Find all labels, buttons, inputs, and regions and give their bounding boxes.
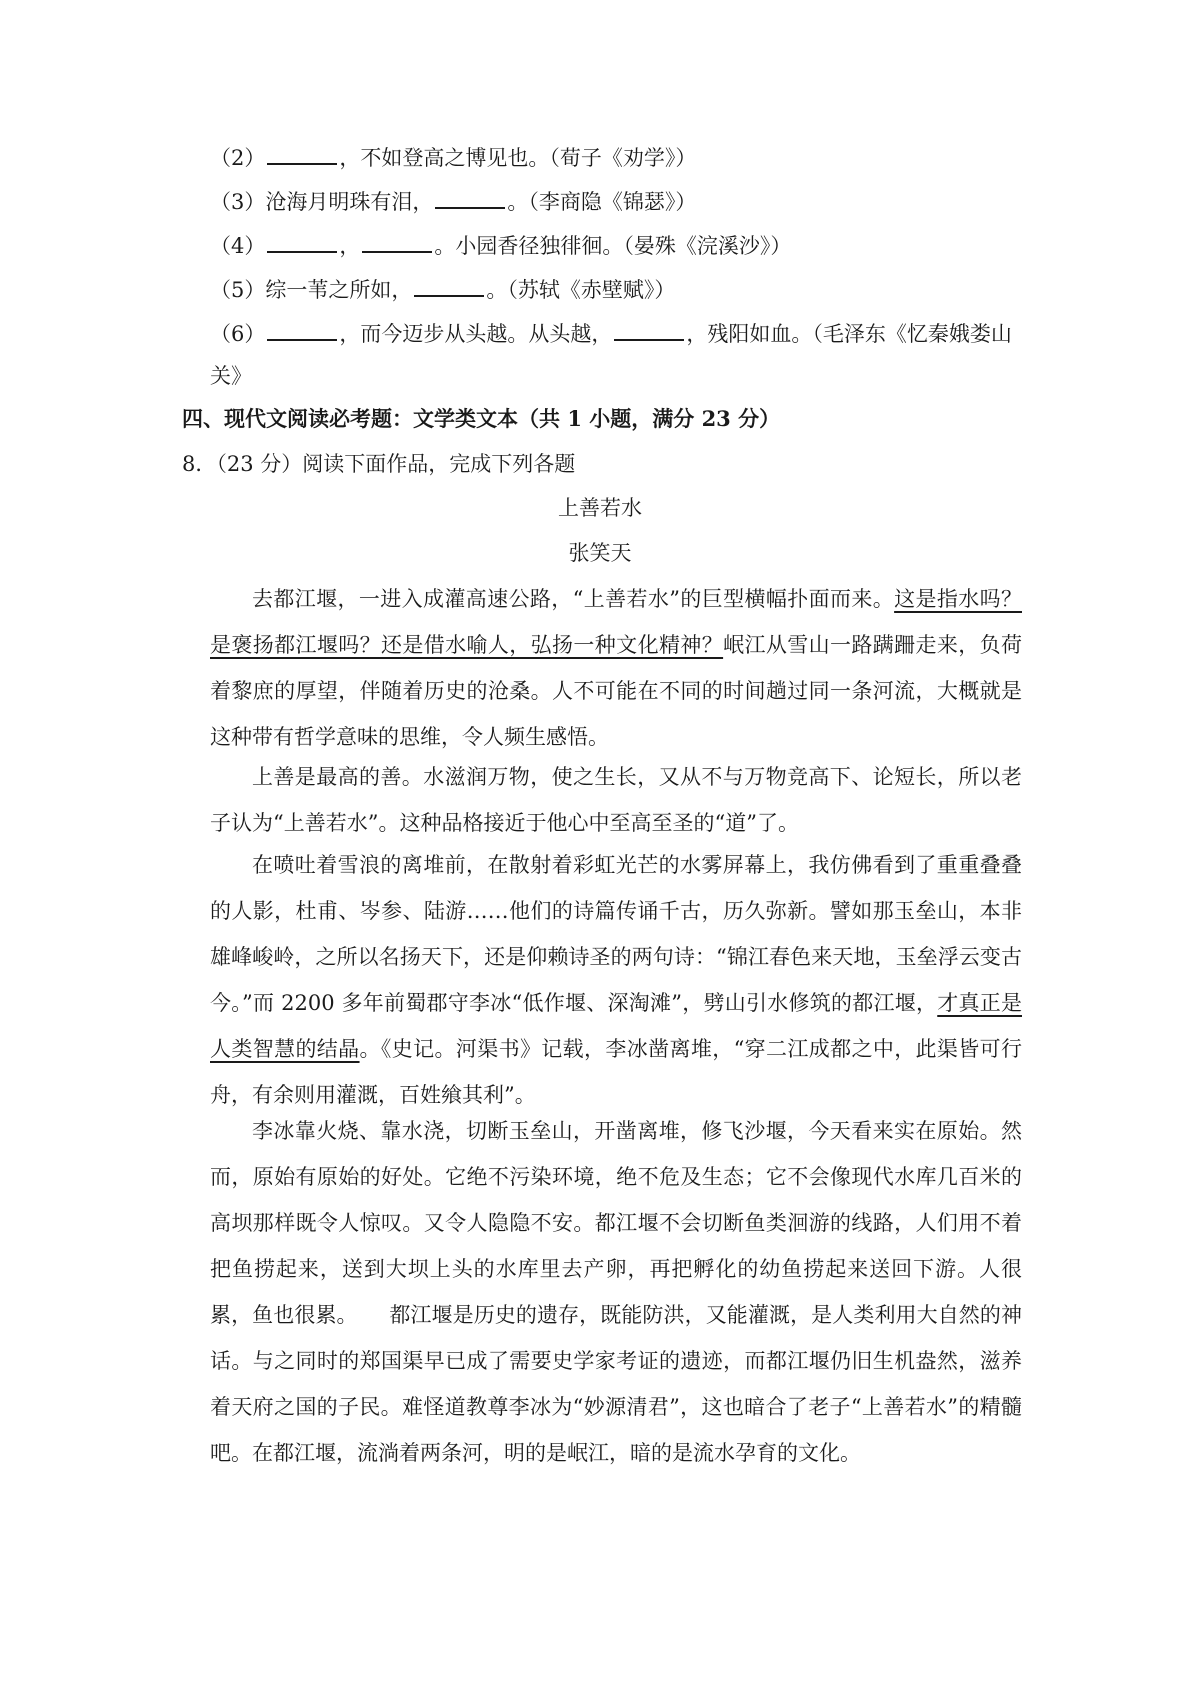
heading-text: 小题，满分	[581, 406, 702, 431]
answer-blank[interactable]	[267, 319, 337, 341]
underlined-text: 才真正是人类智慧的结晶	[210, 991, 1022, 1061]
item-number: （2）	[210, 146, 266, 170]
answer-blank[interactable]	[435, 187, 505, 209]
answer-blank[interactable]	[362, 231, 432, 253]
answer-blank[interactable]	[414, 275, 484, 297]
item-text: 。（苏轼《赤壁赋》）	[486, 278, 676, 302]
fill-in-item-6	[210, 319, 1030, 349]
item-number: （6）	[210, 322, 266, 346]
item-text: ，不如登高之博见也。（荀子《劝学》）	[339, 146, 697, 170]
underlined-text: 这是指水吗？是褒扬都江堰吗？还是借水喻人，弘扬一种文化精神？	[210, 587, 1022, 657]
answer-blank[interactable]	[267, 231, 337, 253]
heading-text: 四、现代文阅读必考题：文学类文本（共	[182, 406, 568, 431]
item-text: ，	[339, 234, 361, 258]
article-title: 上善若水	[558, 496, 642, 520]
article-paragraph-3	[210, 842, 1022, 1118]
fill-in-item-3	[210, 187, 1030, 217]
item-number: （4）	[210, 234, 266, 258]
heading-text: 分）	[730, 406, 781, 431]
paragraph-text: 岷江从雪山一路蹒跚走来，负荷着黎庶的厚望，伴随着历史的沧桑。人不可能在不同的时间趟过同一条河流，大概就是这种带有哲学意味的思维，令人频生感悟。	[210, 633, 1023, 749]
article-author: 张笑天	[568, 541, 632, 565]
item-number: （3）	[210, 190, 266, 214]
paragraph-text: 在喷吐着雪浪的离堆前，在散射着彩虹光芒的水雾屏幕上，我仿佛看到了重重叠叠的人影，杜甫、岑参、陆游……他们的诗篇传诵千古，历久弥新。譬如那玉垒山，本非雄峰峻岭，之所以名扬天下，还是仰赖诗圣的两句诗：“锦江春色来天地，玉垒浮云变古今。”而 2200 多年前蜀郡守李冰“低作堰、深淘滩”，劈山引水修筑的都江堰，	[210, 853, 1022, 1015]
article-paragraph-2: 上善是最高的善。水滋润万物，使之生长，又从不与万物竞高下、论短长，所以老子认为“上善若水”。这种品格接近于他心中至高至圣的“道”了。	[210, 765, 1022, 835]
fill-in-item-5	[210, 275, 1030, 305]
article-paragraph-4: 李冰靠火烧、靠水浇，切断玉垒山，开凿离堆，修飞沙堰，今天看来实在原始。然而，原始有原始的好处。它绝不污染环境，绝不危及生态；它不会像现代水库几百米的高坝那样既令人惊叹。又令人隐隐不安。都江堰不会切断鱼类洄游的线路，人们用不着把鱼捞起来，送到大坝上头的水库里去产卵，再把孵化的幼鱼捞起来送回下游。人很累，鱼也很累。 都江堰是历史的遗存，既能防洪，又能灌溉，是人类利用大自然的神话。与之同时的郑国渠早已成了需要史学家考证的遗迹，而都江堰仍旧生机盎然，滋养着天府之国的子民。难怪道教尊李冰为“妙源清君”，这也暗合了老子“上善若水”的精髓吧。在都江堰，流淌着两条河，明的是岷江，暗的是流水孕育的文化。	[210, 1119, 1022, 1465]
item-text: ，残阳如血。（毛泽东《忆秦娥娄山	[686, 322, 1012, 346]
answer-blank[interactable]	[267, 143, 337, 165]
item-text: 关》	[210, 364, 252, 388]
fill-in-item-6-wrap	[210, 361, 1030, 391]
fill-in-item-4	[210, 231, 1030, 261]
item-text: 沧海月明珠有泪，	[265, 190, 434, 214]
item-text: 综一苇之所如，	[265, 278, 413, 302]
section-heading	[182, 404, 780, 434]
heading-count: 1	[567, 406, 582, 431]
item-text: 。（李商隐《锦瑟》）	[507, 190, 697, 214]
heading-score: 23	[701, 406, 731, 431]
item-number: （5）	[210, 278, 266, 302]
article-paragraph-1	[210, 576, 1022, 760]
item-text: 。小园香径独徘徊。（晏殊《浣溪沙》）	[434, 234, 792, 258]
answer-blank[interactable]	[614, 319, 684, 341]
item-text: ，而今迈步从头越。从头越，	[339, 322, 613, 346]
paragraph-text: 。《史记。河渠书》记载，李冰凿离堆，“穿二江成都之中，此渠皆可行舟，有余则用灌溉，百姓飨其利”。	[210, 1037, 1023, 1107]
question-label: 8．（23 分）阅读下面作品，完成下列各题	[182, 452, 576, 476]
fill-in-item-2	[210, 143, 1030, 173]
paragraph-text: 去都江堰，一进入成灌高速公路，“上善若水”的巨型横幅扑面而来。	[252, 587, 895, 611]
